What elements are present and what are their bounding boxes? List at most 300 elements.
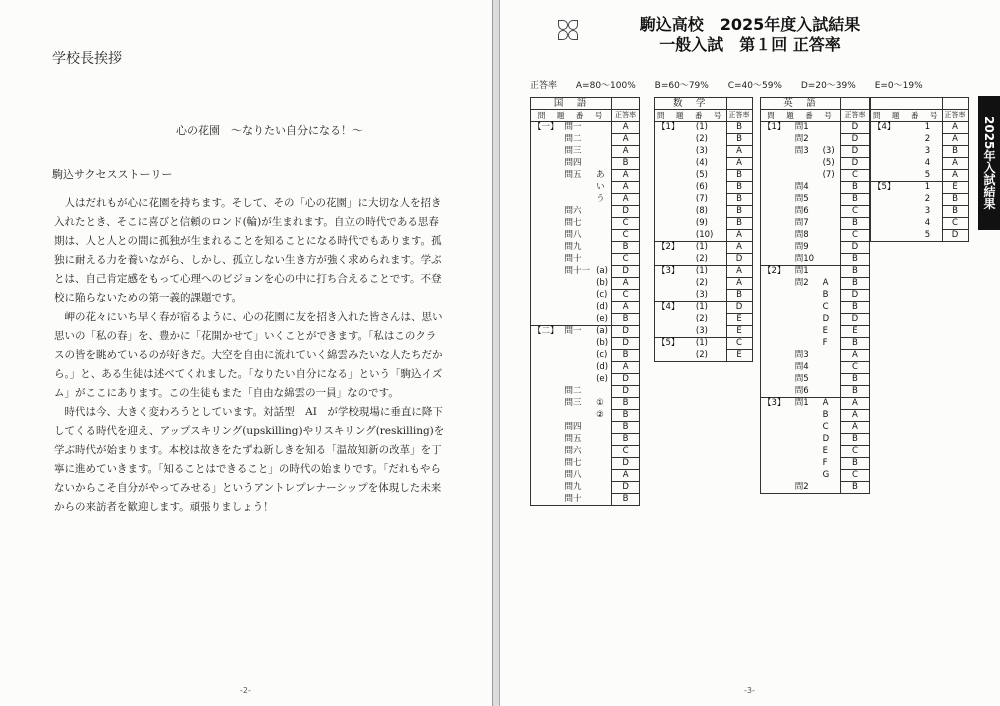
table-row xyxy=(531,470,640,482)
rate-cell: B xyxy=(726,182,752,194)
rate-cell: D xyxy=(840,134,869,146)
kokugo-table xyxy=(530,97,640,506)
table-row xyxy=(871,218,969,230)
table-row xyxy=(761,314,870,326)
table-row xyxy=(531,422,640,434)
question-cell: 問4 xyxy=(794,362,809,372)
rate-cell: A xyxy=(612,182,640,194)
table-row xyxy=(531,146,640,158)
question-cell: 1 xyxy=(923,122,942,134)
table-row xyxy=(761,134,870,146)
question-cell xyxy=(793,338,821,350)
right-page xyxy=(500,0,1000,706)
question-cell xyxy=(563,182,595,194)
question-cell xyxy=(563,278,595,290)
question-cell: 問2 xyxy=(794,134,809,144)
table-row xyxy=(531,266,640,278)
rate-cell: B xyxy=(942,206,968,218)
question-cell: 【二】 xyxy=(531,326,563,338)
question-cell xyxy=(594,422,612,434)
question-cell xyxy=(531,374,563,386)
question-cell xyxy=(531,458,563,470)
table-row xyxy=(531,206,640,218)
table-row xyxy=(531,290,640,302)
question-cell: 問一 xyxy=(564,122,582,133)
question-cell xyxy=(594,218,612,230)
question-cell xyxy=(563,290,595,302)
rate-cell: D xyxy=(612,326,640,338)
question-cell: 4 xyxy=(923,158,942,170)
question-cell xyxy=(761,206,793,218)
question-cell: (6) xyxy=(694,182,726,194)
table-row xyxy=(531,386,640,398)
rate-cell: B xyxy=(612,242,640,254)
rate-cell: B xyxy=(840,482,869,494)
table-row xyxy=(761,302,870,314)
question-cell xyxy=(761,218,793,230)
question-cell xyxy=(531,218,563,230)
question-cell: 【4】 xyxy=(871,122,923,134)
eigo-table-2 xyxy=(870,97,969,242)
table-row xyxy=(531,494,640,506)
question-cell xyxy=(793,290,821,302)
question-cell: 1 xyxy=(923,182,942,194)
rate-cell: D xyxy=(612,206,640,218)
question-cell xyxy=(761,230,793,242)
question-cell xyxy=(793,302,821,314)
question-cell xyxy=(531,134,563,146)
question-cell: (b) xyxy=(594,278,612,290)
table-row xyxy=(761,158,870,170)
question-cell xyxy=(761,302,793,314)
rate-cell: D xyxy=(840,146,869,158)
question-cell: 問十 xyxy=(563,494,595,506)
table-row xyxy=(871,182,969,194)
question-cell xyxy=(761,254,793,266)
question-cell xyxy=(871,170,923,182)
rate-legend-a: A=80～100% xyxy=(575,81,636,91)
question-cell xyxy=(531,146,563,158)
question-cell: 問二 xyxy=(564,134,582,144)
question-cell xyxy=(821,350,841,362)
question-cell: 問三 xyxy=(564,146,582,156)
question-cell: 問8 xyxy=(794,230,809,240)
question-cell: 【2】 xyxy=(761,266,793,278)
question-cell xyxy=(531,314,563,326)
table-row xyxy=(761,170,870,182)
rate-cell: D xyxy=(726,302,752,314)
rate-cell: E xyxy=(840,326,869,338)
rate-cell: B xyxy=(840,278,869,290)
rate-cell: E xyxy=(726,314,752,326)
rate-cell: B xyxy=(840,194,869,206)
question-cell: 問七 xyxy=(564,218,582,228)
rate-cell: B xyxy=(942,194,968,206)
question-cell xyxy=(821,218,841,230)
question-cell: (2) xyxy=(694,254,726,266)
question-cell: (1) xyxy=(694,338,726,350)
table-row xyxy=(531,446,640,458)
rate-cell: A xyxy=(942,170,968,182)
table-row xyxy=(761,350,870,362)
question-cell xyxy=(793,158,821,170)
question-cell xyxy=(821,254,841,266)
question-cell xyxy=(761,350,793,362)
question-cell xyxy=(563,362,595,374)
rate-cell: B xyxy=(726,170,752,182)
table-row xyxy=(761,362,870,374)
question-cell: (e) xyxy=(594,314,612,326)
table-row xyxy=(761,206,870,218)
question-cell: G xyxy=(821,470,841,482)
question-cell xyxy=(761,170,793,182)
question-cell xyxy=(761,482,793,494)
question-cell: (1) xyxy=(694,302,726,314)
rate-legend-d: D=20～39% xyxy=(800,81,856,91)
rate-cell: A xyxy=(726,278,752,290)
question-cell xyxy=(531,266,563,278)
question-cell: (a) xyxy=(594,326,612,338)
question-cell xyxy=(761,470,793,482)
rate-cell: B xyxy=(840,374,869,386)
question-cell xyxy=(655,326,694,338)
table-row xyxy=(531,254,640,266)
question-cell: 3 xyxy=(923,206,942,218)
question-cell: 4 xyxy=(923,218,942,230)
table-row xyxy=(655,338,753,350)
question-cell xyxy=(821,266,841,278)
table-row xyxy=(531,482,640,494)
question-cell: B xyxy=(821,410,841,422)
table-row xyxy=(761,338,870,350)
question-cell: (5) xyxy=(694,170,726,182)
table-row xyxy=(655,158,753,170)
rate-cell: A xyxy=(726,242,752,254)
question-cell xyxy=(793,170,821,182)
question-cell: (3) xyxy=(694,290,726,302)
question-cell xyxy=(821,230,841,242)
question-cell: 問7 xyxy=(794,218,809,228)
question-cell xyxy=(655,206,694,218)
table-row xyxy=(761,242,870,254)
table-row xyxy=(655,278,753,290)
question-cell: 問七 xyxy=(564,458,582,468)
question-cell: 問1 xyxy=(793,266,821,278)
question-cell: E xyxy=(821,326,841,338)
kokugo-title: 国 語 xyxy=(531,98,612,110)
side-tab: 2025年入試結果 xyxy=(978,96,1000,230)
column-header-rate: 正答率 xyxy=(942,110,968,122)
rate-cell: A xyxy=(612,362,640,374)
rate-cell: C xyxy=(612,446,640,458)
question-cell xyxy=(531,182,563,194)
question-cell: 問1 xyxy=(794,122,809,133)
rate-cell: C xyxy=(612,230,640,242)
question-cell xyxy=(531,398,563,410)
question-cell xyxy=(531,170,563,182)
question-cell: (2) xyxy=(694,134,726,146)
rate-cell: B xyxy=(612,494,640,506)
table-row xyxy=(531,314,640,326)
question-cell xyxy=(563,302,595,314)
table-row xyxy=(761,422,870,434)
table-row xyxy=(655,134,753,146)
rate-cell: C xyxy=(840,230,869,242)
rate-cell: C xyxy=(726,338,752,350)
question-cell xyxy=(821,182,841,194)
table-row xyxy=(871,194,969,206)
rate-cell: B xyxy=(612,422,640,434)
table-row xyxy=(655,170,753,182)
question-cell: C xyxy=(821,422,841,434)
question-cell xyxy=(531,254,563,266)
rate-cell: A xyxy=(612,194,640,206)
question-cell xyxy=(655,314,694,326)
table-row xyxy=(761,290,870,302)
question-cell xyxy=(761,158,793,170)
question-cell: (1) xyxy=(694,122,726,134)
question-cell xyxy=(793,434,821,446)
rate-cell: B xyxy=(612,314,640,326)
question-cell: (c) xyxy=(594,290,612,302)
rate-cell: B xyxy=(726,206,752,218)
question-cell: 問2 xyxy=(794,278,809,288)
question-cell: (9) xyxy=(694,218,726,230)
table-row xyxy=(761,218,870,230)
greeting-subtitle: 心の花園 ～なりたい自分になる！～ xyxy=(176,124,363,137)
eigo-title: 英 語 xyxy=(761,98,841,110)
rate-cell: B xyxy=(840,338,869,350)
question-cell: 問10 xyxy=(794,253,815,264)
table-row xyxy=(531,194,640,206)
question-cell: (7) xyxy=(694,194,726,206)
question-cell xyxy=(821,386,841,398)
table-row xyxy=(655,314,753,326)
rate-cell: E xyxy=(942,182,968,194)
question-cell xyxy=(761,194,793,206)
question-cell: A xyxy=(821,278,841,290)
question-cell: (1) xyxy=(694,266,726,278)
question-cell xyxy=(793,326,821,338)
table-row xyxy=(761,254,870,266)
question-cell xyxy=(531,242,563,254)
question-cell: 問五 xyxy=(564,434,582,444)
table-row xyxy=(655,350,753,362)
question-cell: 問6 xyxy=(794,385,809,396)
question-cell xyxy=(761,434,793,446)
table-row xyxy=(761,434,870,446)
question-cell xyxy=(821,482,841,494)
question-cell xyxy=(594,242,612,254)
question-cell xyxy=(531,446,563,458)
paragraph: 岬の花々にいち早く春が宿るように、心の花園に友を招き入れた皆さんは、思い思いの「私の春」を、豊かに「花開かせて」いくことができます。「私はこのクラスの皆を眺めているのが好きだ。大空を自由に流れていく綿雲みたいな人たちだから。」と、ある生徒は述べてくれました。「なりたい自分になる」という「駒込イズム」がここにあります。この生徒もまた「自由な綿雲の一員」なのです。 xyxy=(54,311,443,399)
question-cell xyxy=(594,482,612,494)
question-cell xyxy=(821,206,841,218)
question-cell xyxy=(655,278,694,290)
table-row xyxy=(761,230,870,242)
rate-cell: A xyxy=(612,170,640,182)
question-cell: 3 xyxy=(923,146,942,158)
rate-cell: A xyxy=(840,350,869,362)
table-row xyxy=(761,182,870,194)
table-row xyxy=(531,242,640,254)
question-cell: 問九 xyxy=(564,482,582,492)
question-cell xyxy=(821,134,841,146)
rate-cell: B xyxy=(612,434,640,446)
question-cell xyxy=(531,194,563,206)
table-row xyxy=(761,446,870,458)
question-cell xyxy=(761,446,793,458)
rate-cell: A xyxy=(612,278,640,290)
question-cell: (2) xyxy=(694,350,726,362)
question-cell xyxy=(655,254,694,266)
rate-legend-c: C=40～59% xyxy=(727,81,782,91)
question-cell: ① xyxy=(594,398,612,410)
table-row xyxy=(531,350,640,362)
table-row xyxy=(871,122,969,134)
rate-cell: A xyxy=(840,398,869,410)
rate-cell: C xyxy=(612,218,640,230)
rate-cell: B xyxy=(726,290,752,302)
question-cell xyxy=(531,470,563,482)
question-cell xyxy=(594,146,612,158)
rate-cell: B xyxy=(612,350,640,362)
table-row xyxy=(871,206,969,218)
question-cell: E xyxy=(821,446,841,458)
table-row xyxy=(531,278,640,290)
question-cell: 2 xyxy=(923,194,942,206)
rate-cell: A xyxy=(726,266,752,278)
question-cell: ② xyxy=(594,410,612,422)
question-cell: 問9 xyxy=(794,242,809,252)
greeting-body xyxy=(54,194,446,517)
question-cell xyxy=(871,146,923,158)
question-cell xyxy=(821,362,841,374)
rate-cell: D xyxy=(612,458,640,470)
question-cell xyxy=(563,194,595,206)
table-row xyxy=(871,230,969,242)
question-cell xyxy=(594,386,612,398)
question-cell: (1) xyxy=(694,242,726,254)
rate-cell: B xyxy=(612,158,640,170)
rate-cell: E xyxy=(726,326,752,338)
question-cell xyxy=(761,326,793,338)
question-cell: F xyxy=(821,338,841,350)
question-cell: 問5 xyxy=(794,194,809,204)
rate-cell: D xyxy=(840,242,869,254)
question-cell xyxy=(531,158,563,170)
table-row xyxy=(655,194,753,206)
table-row xyxy=(531,218,640,230)
rate-cell: A xyxy=(942,122,968,134)
question-cell xyxy=(761,242,793,254)
table-row xyxy=(531,458,640,470)
question-cell xyxy=(871,218,923,230)
question-cell xyxy=(563,374,595,386)
question-cell: (10) xyxy=(694,230,726,242)
principal-greeting-heading: 学校長挨拶 xyxy=(52,51,122,67)
table-row xyxy=(531,362,640,374)
question-cell: 【1】 xyxy=(761,122,793,134)
table-row xyxy=(655,122,753,134)
question-cell xyxy=(531,494,563,506)
question-cell xyxy=(761,410,793,422)
question-cell: 【4】 xyxy=(655,302,694,314)
table-row xyxy=(531,170,640,182)
table-row xyxy=(531,434,640,446)
table-row xyxy=(761,146,870,158)
page-number: -2- xyxy=(240,686,251,695)
question-cell xyxy=(531,434,563,446)
question-cell: (d) xyxy=(594,362,612,374)
rate-legend-b: B=60～79% xyxy=(654,81,709,91)
question-cell: (2) xyxy=(694,314,726,326)
question-cell xyxy=(531,230,563,242)
question-cell xyxy=(655,170,694,182)
table-row xyxy=(531,122,640,134)
rate-cell: B xyxy=(840,182,869,194)
question-cell: 問6 xyxy=(794,206,809,216)
rate-cell: B xyxy=(840,218,869,230)
question-cell xyxy=(793,446,821,458)
question-cell xyxy=(655,230,694,242)
rate-cell: C xyxy=(840,470,869,482)
question-cell: 問六 xyxy=(564,446,582,456)
question-cell xyxy=(821,194,841,206)
question-cell xyxy=(871,230,923,242)
rate-cell: B xyxy=(840,434,869,446)
rate-cell: B xyxy=(726,122,752,134)
rate-cell: D xyxy=(612,374,640,386)
table-row xyxy=(531,230,640,242)
table-row xyxy=(761,410,870,422)
table-row xyxy=(761,326,870,338)
question-cell xyxy=(761,458,793,470)
question-cell: A xyxy=(821,398,841,410)
rate-legend xyxy=(530,78,939,91)
question-cell: (8) xyxy=(694,206,726,218)
question-cell: 【一】 xyxy=(531,122,563,134)
rate-cell: C xyxy=(612,290,640,302)
question-cell: 問2 xyxy=(793,482,821,494)
table-row xyxy=(761,278,870,290)
rate-cell: A xyxy=(726,158,752,170)
rate-cell: D xyxy=(612,338,640,350)
question-cell xyxy=(761,362,793,374)
table-row xyxy=(655,218,753,230)
question-cell xyxy=(531,482,563,494)
rate-cell: B xyxy=(840,254,869,266)
question-cell xyxy=(531,302,563,314)
rate-cell: D xyxy=(612,386,640,398)
question-cell xyxy=(761,386,793,398)
question-cell xyxy=(793,410,821,422)
results-subtitle: 一般入試 第１回 正答率 xyxy=(659,35,841,54)
table-row xyxy=(761,266,870,278)
question-cell: 問一 xyxy=(563,326,595,338)
question-cell: (b) xyxy=(594,338,612,350)
question-cell: D xyxy=(821,434,841,446)
question-cell: (2) xyxy=(694,278,726,290)
rate-cell: B xyxy=(840,386,869,398)
table-row xyxy=(655,242,753,254)
paragraph: 時代は今、大きく変わろうとしています。対話型 AI が学校現場に垂直に降下してくる時代を迎え、アップスキリング(upskilling)やリスキリング(reskilling)を学ぶ時代が始まります。本校は故きをたずね新しきを知る「温故知新の改革」を丁寧に進めていきます。「知ることはできること」の時代の始まりです。「だれもやらないからこそ自分がやってみせる」というアントレプレナーシップを体現した未来からの来訪者を歓迎します。頑張りましょう！ xyxy=(54,406,445,513)
column-header-question: 問 題 番 号 xyxy=(871,110,943,122)
question-cell xyxy=(531,338,563,350)
question-cell xyxy=(594,206,612,218)
table-row xyxy=(655,182,753,194)
paragraph: 人はだれもが心に花園を持ちます。そして、その「心の花園」に大切な人を招き入れたとき、そこに喜びと信頼のロンド(輪)が生まれます。自立の時代である思春期は、人と人との間に孤独が生まれることを知ることになる時代でもあります。孤独に耐える力を養いながら、しかし、孤立しない生き方が強く求められます。学ぶとは、自己肯定感をもって心理へのビジョンを心の中に打ち合えることです。不登校に陥らないための第一義的課題です。 xyxy=(54,197,442,304)
